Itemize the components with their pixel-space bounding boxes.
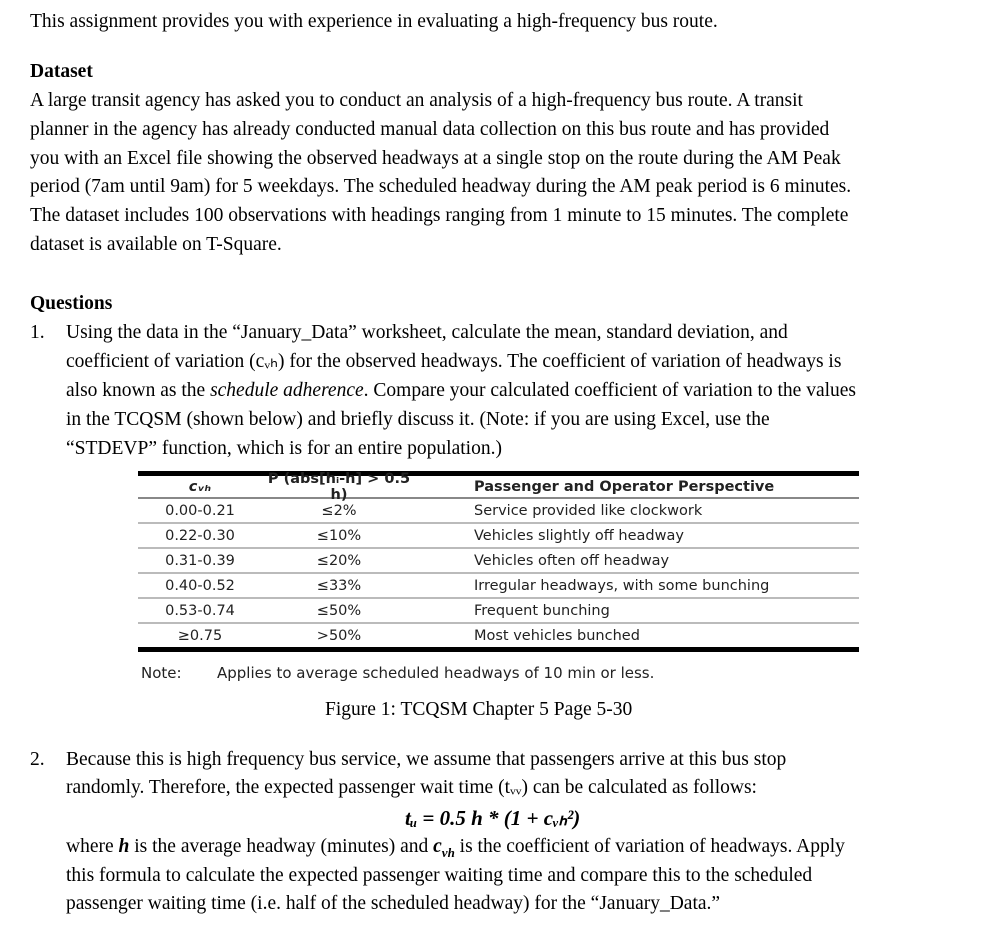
probability-cell: ≤20% xyxy=(316,552,362,569)
intro-text: This assignment provides you with experience in evaluating a high-frequency bus route. xyxy=(30,11,718,32)
cvh-range-cell: 0.22-0.30 xyxy=(165,527,235,544)
probability-cell: ≤33% xyxy=(316,577,362,594)
table-header xyxy=(138,470,859,503)
q1-number: 1. xyxy=(30,322,45,343)
cvh-range-cell: 0.00-0.21 xyxy=(165,502,235,519)
perspective-cell: Irregular headways, with some bunching xyxy=(474,577,770,594)
cvh-range-cell: ≥0.75 xyxy=(177,627,223,644)
table-note xyxy=(141,664,654,682)
dataset-line: planner in the agency has already conducted manual data collection on this bus route and has provided xyxy=(30,119,830,140)
c-symbol: c xyxy=(433,836,442,857)
table-row xyxy=(138,549,859,574)
q1-line xyxy=(66,379,856,403)
c-subscript: vh xyxy=(441,844,455,860)
table-row xyxy=(138,599,859,624)
dataset-heading: Dataset xyxy=(30,61,93,82)
header-cvh: cᵥₕ xyxy=(188,478,212,495)
h-symbol: h xyxy=(118,836,130,857)
probability-cell: ≤2% xyxy=(321,502,357,519)
table-row xyxy=(138,574,859,599)
perspective-cell: Vehicles often off headway xyxy=(474,552,670,569)
q2-line xyxy=(66,835,845,859)
perspective-cell: Service provided like clockwork xyxy=(474,502,703,519)
note-text: Applies to average scheduled headways of 10 min or less. xyxy=(217,664,655,682)
cvh-range-cell: 0.53-0.74 xyxy=(165,602,235,619)
cvh-range-cell: 0.31-0.39 xyxy=(165,552,235,569)
perspective-cell: Most vehicles bunched xyxy=(474,627,640,644)
q2-line: Because this is high frequency bus service, we assume that passengers arrive at this bus stop xyxy=(66,749,787,770)
dataset-line: you with an Excel file showing the observed headways at a single stop on the route during the AM Peak xyxy=(30,148,841,169)
q2-line: randomly. Therefore, the expected passenger wait time (tᵥᵥ) can be calculated as follows: xyxy=(66,777,757,798)
q2-line: passenger waiting time (i.e. half of the scheduled headway) for the “January_Data.” xyxy=(66,893,721,914)
probability-cell: >50% xyxy=(316,627,362,644)
perspective-cell: Frequent bunching xyxy=(474,602,610,619)
dataset-line: dataset is available on T-Square. xyxy=(30,234,282,255)
header-perspective: Passenger and Operator Perspective xyxy=(474,478,775,495)
note-label: Note: xyxy=(141,664,182,682)
perspective-cell: Vehicles slightly off headway xyxy=(474,527,684,544)
q1-italic-term: schedule adherence xyxy=(210,380,364,401)
q1-text: . Compare your calculated coefficient of variation to the values xyxy=(363,380,857,401)
figure-caption: Figure 1: TCQSM Chapter 5 Page 5-30 xyxy=(325,699,633,720)
q1-line: coefficient of variation (cᵥₕ) for the observed headways. The coefficient of variation of headways is xyxy=(66,351,842,372)
q1-line: in the TCQSM (shown below) and briefly discuss it. (Note: if you are using Excel, use the xyxy=(66,409,770,430)
q2-line: this formula to calculate the expected passenger waiting time and compare this to the scheduled xyxy=(66,865,813,886)
q2-number: 2. xyxy=(30,749,45,770)
table-row xyxy=(138,624,859,647)
q2-text: is the coefficient of variation of headways. Apply xyxy=(454,836,845,857)
q1-line: Using the data in the “January_Data” worksheet, calculate the mean, standard deviation, and xyxy=(66,322,788,343)
q1-line: “STDEVP” function, which is for an entire population.) xyxy=(66,438,502,459)
questions-heading: Questions xyxy=(30,293,113,314)
cvh-range-cell: 0.40-0.52 xyxy=(165,577,235,594)
header-probability: P (abs[hᵢ-h] > 0.5 h) xyxy=(267,470,411,503)
q2-text: where xyxy=(66,836,119,857)
probability-cell: ≤50% xyxy=(316,602,362,619)
tcqsm-table xyxy=(138,471,859,652)
wait-time-formula: tᵤ = 0.5 h * (1 + cᵥₕ²) xyxy=(405,806,581,830)
probability-cell: ≤10% xyxy=(316,527,362,544)
q1-text: also known as the xyxy=(66,380,211,401)
table-row xyxy=(138,499,859,524)
table-row xyxy=(138,524,859,549)
dataset-line: A large transit agency has asked you to conduct an analysis of a high-frequency bus route. A transit xyxy=(30,90,803,111)
q2-text: is the average headway (minutes) and xyxy=(129,836,434,857)
dataset-line: period (7am until 9am) for 5 weekdays. The scheduled headway during the AM peak period is 6 minutes. xyxy=(30,176,852,197)
dataset-line: The dataset includes 100 observations with headings ranging from 1 minute to 15 minutes. The complete xyxy=(30,205,849,226)
